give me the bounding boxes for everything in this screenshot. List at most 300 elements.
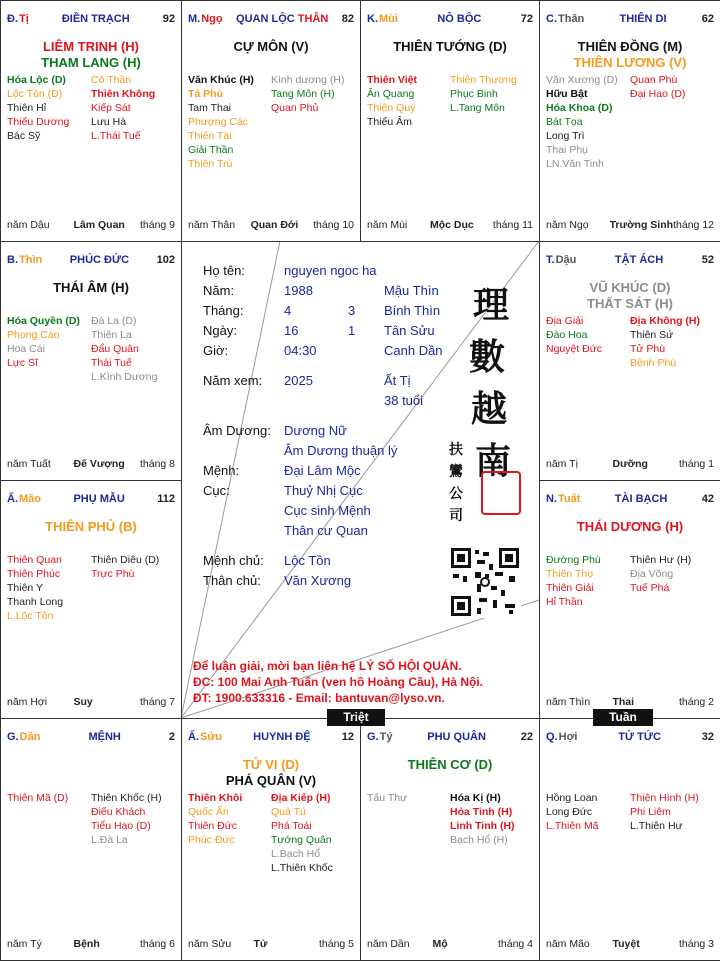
minor-star: Bạch Hổ (H) [450,834,508,846]
palace-header [546,254,714,266]
star-columns [546,314,714,370]
palace-number: 32 [701,731,714,743]
main-star: CỰ MÔN (V) [233,39,309,54]
minor-star: Văn Xương (D) [546,74,618,86]
minor-star: Quan Phủ [271,102,319,114]
main-star: VŨ KHÚC (D) [589,280,671,295]
palace-chi: Tị [19,13,29,25]
minor-star: Hỉ Thần [546,596,583,608]
palace-can: K. [367,13,378,25]
palace-name: QUAN LỘC THÂN [236,13,329,25]
value-tuoi: 38 tuổi [384,393,424,408]
minor-star: Thiên Đức [188,820,238,832]
minor-star: Hóa Lộc (D) [7,74,66,86]
right-stars [450,791,533,847]
minor-star: Hoa Cái [7,343,45,355]
star-columns [367,791,533,847]
minor-star: Hữu Bật [546,88,588,100]
minor-star: Thiên Quan [7,554,62,566]
palace-footer [7,458,175,470]
palace-year: năm Mão [546,938,590,950]
minor-star: Thai Phụ [546,144,589,156]
triet-tag: Triệt [327,709,385,726]
minor-star: L.Tang Môn [450,102,505,114]
palace-month: tháng 12 [673,219,714,231]
palace-footer [546,696,714,708]
value-menh-chu: Lộc Tồn [284,553,331,568]
minor-star: Linh Tinh (H) [450,820,515,832]
minor-star: Thiên Tài [188,130,232,142]
minor-star: Quốc Ấn [188,806,229,818]
minor-star: Hỏa Tinh (H) [450,806,513,818]
palace-cell-mui [360,0,540,242]
palace-number: 52 [701,254,714,266]
value-cuc: Thuỷ Nhị Cục [284,483,363,498]
palace-chi: Dậu [555,254,577,266]
value-nam-xem: 2025 [284,373,313,388]
minor-star: Thiên Mã (D) [7,792,69,804]
star-columns [7,553,175,623]
main-star: THIÊN LƯƠNG (V) [573,55,687,70]
minor-star: L.Lộc Tồn [7,610,54,622]
palace-stage: Mộc Dục [429,219,474,231]
label-nam: Năm: [203,283,235,298]
palace-year: năm Thìn [546,696,591,708]
palace-cell-ngo [181,0,361,242]
right-stars [91,553,175,623]
palace-cell-hoi [539,718,720,961]
minor-star: Thiên Diêu (D) [91,554,160,566]
label-menh: Mệnh: [203,463,240,478]
palace-can: Q. [546,731,558,743]
contact-line-1: Để luận giải, mời bạn liên hệ LÝ SỐ HỘI QUÁN. [193,659,462,673]
palace-year: năm Dậu [7,219,50,231]
calligraphy-char: 越 [471,388,508,430]
palace-month: tháng 10 [313,219,354,231]
palace-stage: Bệnh [73,938,100,950]
value-menh: Đại Lâm Mộc [284,463,361,478]
palace-header [546,731,714,743]
palace-header [546,493,714,505]
palace-number: 82 [341,13,354,25]
value-gio-can-chi: Canh Dần [384,343,443,358]
minor-star: Thiên Khôi [188,792,243,804]
minor-star: Quan Phù [630,74,678,86]
minor-star: Địa Giải [546,315,584,327]
palace-year: năm Sửu [188,938,232,950]
palace-cell-dan [0,718,182,961]
palace-month: tháng 6 [139,938,176,950]
palace-stage: Đế Vượng [73,458,125,470]
palace-can: G. [367,731,379,743]
minor-star: Bát Tọa [546,116,583,128]
palace-header [7,731,175,743]
center-info-panel [181,241,539,718]
minor-star: Tam Thai [188,102,231,114]
minor-star: Thiên Y [7,582,43,594]
minor-star: Đẩu Quân [91,343,139,355]
minor-star: Thiên Quý [367,102,416,114]
palace-name: NÔ BỘC [437,13,482,25]
minor-star: Thiếu Âm [367,116,412,128]
palace-name: ĐIỀN TRẠCH [61,13,130,25]
minor-star: Thiên La [91,329,132,341]
right-stars [630,791,714,833]
minor-star: Thiên Hình (H) [630,792,699,804]
calligraphy-char: 數 [469,336,506,378]
left-stars [7,314,91,384]
palace-stage: Tuyệt [612,938,640,950]
minor-star: L.Thiên Khốc [271,862,333,874]
left-stars [546,791,630,833]
palace-stage: Tử [253,938,268,950]
star-columns [367,73,533,129]
contact-line-2: ĐC: 100 Mai Anh Tuấn (ven hồ Hoàng Cầu), Hà Nội. [193,675,484,689]
main-star: THIÊN PHỦ (B) [45,519,137,534]
minor-star: Tả Phù [188,88,224,100]
left-stars [7,553,91,623]
palace-footer [7,938,175,950]
palace-month: tháng 1 [678,458,715,470]
right-stars [630,314,714,370]
palace-year: năm Hợi [7,696,48,708]
left-stars [188,791,271,875]
calligraphy-title [469,279,512,487]
minor-star: Hóa Khoa (D) [546,102,613,114]
palace-can: G. [7,731,19,743]
palace-stage: Suy [73,696,93,708]
palace-cell-than [539,0,720,242]
palace-header [7,13,175,25]
palace-year: năm Dần [367,938,410,950]
minor-star: Nguyệt Đức [546,343,603,355]
palace-month: tháng 7 [139,696,176,708]
star-columns [7,314,175,384]
palace-number: 12 [341,731,354,743]
calligraphy-subtitle [449,439,463,527]
minor-star: Thiên Phúc [7,568,61,580]
value-thang-al: 3 [348,303,356,318]
palace-can: C. [546,13,557,25]
main-star: LIÊM TRINH (H) [42,39,140,54]
minor-star: Thiên Giải [546,582,594,594]
palace-cell-ty [360,718,540,961]
value-nam-can-chi: Mậu Thìn [384,283,439,298]
minor-star: Địa Kiếp (H) [271,792,331,804]
minor-star: Bệnh Phù [630,357,677,369]
star-columns [188,73,354,171]
left-stars [7,73,91,143]
palace-cell-suu [181,718,361,961]
palace-month: tháng 4 [497,938,534,950]
palace-month: tháng 8 [139,458,176,470]
value-cuc-3: Thân cư Quan [284,523,368,538]
palace-footer [546,458,714,470]
right-stars [271,791,354,875]
palace-header [188,731,354,743]
calligraphy-char: 公 [449,486,463,502]
palace-cell-dau [539,241,720,481]
palace-number: 22 [520,731,533,743]
palace-extra: THÂN [297,13,329,25]
minor-star: Thiên Sứ [630,329,674,341]
palace-cell-mao [0,480,182,719]
minor-star: Địa Không (H) [630,315,700,327]
value-cuc-2: Cục sinh Mệnh [284,503,371,518]
palace-name: PHU QUÂN [427,731,486,743]
left-stars [188,73,271,171]
minor-star: Tướng Quân [271,834,332,846]
palace-month: tháng 9 [139,219,176,231]
palace-name: TỬ TỨC [618,731,661,743]
left-stars [546,314,630,370]
minor-star: Trực Phù [91,568,135,580]
minor-star: L.Kình Dương [91,371,158,383]
palace-chi: Mão [19,493,41,505]
star-columns [546,791,714,833]
palace-can: Đ. [7,13,18,25]
minor-star: Lộc Tồn (D) [7,88,63,100]
calligraphy-char: 司 [449,508,463,524]
palace-number: 2 [168,731,175,743]
value-am-duong: Dương Nữ [284,423,347,438]
left-stars [367,73,450,129]
right-stars [271,73,354,171]
left-stars [546,553,630,609]
qr-code [449,546,521,618]
main-star: THIÊN CƠ (D) [407,757,493,772]
label-ngay: Ngày: [203,323,237,338]
calligraphy-char: 南 [475,440,512,482]
palace-header [367,731,533,743]
palace-year: năm Mùi [367,219,408,231]
palace-stage: Lâm Quan [73,219,125,231]
palace-footer [546,219,714,231]
minor-star: Long Trì [546,130,585,142]
palace-can: Ấ. [7,493,18,505]
value-ngay-can-chi: Tân Sửu [384,323,435,338]
palace-chi: Dần [19,731,41,743]
minor-star: Thiên Trù [188,158,233,170]
main-star: TỬ VI (D) [242,757,300,772]
palace-cell-tuat [539,480,720,719]
palace-name: PHỤ MẪU [73,493,125,505]
palace-chi: Tý [379,731,393,743]
minor-star: Long Đức [546,806,593,818]
palace-footer [367,938,533,950]
minor-star: Phong Cáo [7,329,60,341]
palace-stage: Mộ [432,938,448,950]
palace-can: M. [188,13,201,25]
main-star: THÁI DƯƠNG (H) [576,519,684,534]
label-than-chu: Thân chủ: [203,573,261,588]
palace-month: tháng 2 [678,696,715,708]
minor-star: Phúc Đức [188,834,235,846]
minor-star: Phi Liêm [630,806,671,818]
minor-star: Thiên Thương [450,74,517,86]
left-stars [367,791,450,847]
palace-number: 62 [701,13,714,25]
palace-cell-thin [0,241,182,481]
minor-star: Kiếp Sát [91,102,131,114]
star-columns [188,791,354,875]
palace-name: MỆNH [88,731,121,743]
palace-chi: Thìn [19,254,43,266]
minor-star: Hóa Quyền (D) [7,315,80,327]
palace-year: năm Tuất [7,458,51,470]
palace-year: năm Thân [188,219,236,231]
label-am-duong: Âm Dương: [203,423,271,438]
palace-footer [188,938,354,950]
minor-star: Văn Khúc (H) [188,74,254,86]
minor-star: L.Thiên Mã [546,820,599,832]
minor-star: Tiểu Hao (D) [91,820,151,832]
minor-star: Kình dương (H) [271,74,345,86]
star-columns [546,73,714,171]
palace-chi: Ngọ [201,13,223,25]
minor-star: Tử Phù [630,343,666,355]
value-than-chu: Văn Xương [284,573,352,588]
label-thang: Tháng: [203,303,244,318]
minor-star: Thiên Hỉ [7,102,47,114]
calligraphy-char: 鸞 [449,464,463,480]
minor-star: Lưu Hà [91,116,127,128]
main-star: THẤT SÁT (H) [587,296,673,311]
minor-star: Thiên Khốc (H) [91,792,162,804]
value-ngay: 16 [284,323,299,338]
label-cuc: Cục: [203,483,230,498]
minor-star: Tang Môn (H) [271,88,335,100]
minor-star: L.Đà La [91,834,128,846]
minor-star: Thái Tuế [91,357,132,369]
value-am-duong-2: Âm Dương thuận lý [284,443,398,458]
palace-name: THIÊN DI [619,13,667,25]
right-stars [91,791,175,847]
palace-number: 72 [520,13,533,25]
value-ngay-al: 1 [348,323,356,338]
main-star: THIÊN TƯỚNG (D) [393,39,507,54]
palace-can: T. [546,254,555,266]
palace-footer [7,696,175,708]
right-stars [630,73,714,171]
palace-header [188,13,354,25]
red-stamp [481,471,521,515]
minor-star: Thiếu Dương [7,116,70,128]
palace-stage: Thai [612,696,635,708]
palace-year: năm Tị [546,458,578,470]
left-stars [7,791,91,847]
palace-name: HUYNH ĐỆ [253,731,311,743]
palace-chi: Hợi [558,731,578,743]
minor-star: Phá Toái [271,820,312,832]
minor-star: Quả Tú [271,806,306,818]
minor-star: Đà La (D) [91,315,137,327]
left-stars [546,73,630,171]
main-star: THAM LANG (H) [41,55,141,70]
value-thang-can-chi: Bính Thìn [384,303,441,318]
minor-star: Đại Hao (D) [630,88,686,100]
minor-star: Địa Võng [630,568,674,580]
palace-month: tháng 3 [678,938,715,950]
label-menh-chu: Mệnh chủ: [203,553,264,568]
palace-chi: Tuất [558,493,581,505]
star-columns [546,553,714,609]
palace-number: 92 [162,13,175,25]
minor-star: Phượng Các [188,116,249,128]
palace-number: 112 [157,493,175,505]
palace-footer [367,219,533,231]
minor-star: Cô Thần [91,74,132,86]
minor-star: LN.Văn Tinh [546,158,604,170]
contact-line-3: ĐT: 1900.633316 - Email: bantuvan@lyso.vn. [193,691,445,705]
minor-star: L.Thái Tuế [91,130,141,142]
value-thang: 4 [284,303,292,318]
palace-header [546,13,714,25]
palace-number: 102 [156,254,175,266]
value-ho-ten: nguyen ngoc ha [284,263,377,278]
palace-chi: Mùi [379,13,398,25]
palace-year: năm Tý [7,938,42,950]
minor-star: Thiên Hư (H) [630,554,692,566]
label-gio: Giờ: [203,343,229,358]
palace-can: B. [7,254,18,266]
main-star: PHÁ QUÂN (V) [225,773,317,788]
minor-star: Phục Binh [450,88,498,100]
star-columns [7,791,175,847]
right-stars [91,73,175,143]
palace-header [367,13,533,25]
palace-month: tháng 11 [492,219,533,231]
minor-star: Đào Hoa [546,329,588,341]
minor-star: L.Thiên Hư [630,820,683,832]
palace-number: 42 [701,493,714,505]
palace-stage: Dưỡng [612,458,648,470]
minor-star: Thanh Long [7,596,64,608]
minor-star: Bác Sỹ [7,130,41,142]
palace-header [7,254,175,266]
palace-footer [188,219,354,231]
right-stars [630,553,714,609]
palace-footer [7,219,175,231]
palace-stage: Quan Đới [250,219,299,231]
minor-star: Thiên Không [91,88,156,100]
palace-footer [546,938,714,950]
calligraphy-char: 理 [473,284,510,326]
minor-star: Hồng Loan [546,792,598,804]
value-nam-xem-can-chi: Ất Tị [384,373,411,388]
minor-star: L.Bạch Hổ [271,848,321,860]
value-nam: 1988 [284,283,313,298]
palace-name: TẬT ÁCH [614,254,664,266]
label-nam-xem: Năm xem: [203,373,263,388]
palace-name: TÀI BẠCH [614,493,668,505]
palace-header [7,493,175,505]
palace-chi: Sửu [200,731,223,743]
main-star: THIÊN ĐỒNG (M) [577,39,683,54]
label-ho-ten: Họ tên: [203,263,245,278]
palace-cell-ti [0,0,182,242]
minor-star: Đường Phù [546,554,601,566]
palace-month: tháng 5 [318,938,355,950]
right-stars [91,314,175,384]
palace-can: Ấ. [188,731,199,743]
minor-star: Hóa Kị (H) [450,792,501,804]
calligraphy-char: 扶 [449,442,463,458]
palace-stage: Trường Sinh [609,219,674,231]
palace-year: năm Ngọ [546,219,589,231]
minor-star: Lực Sĩ [7,357,38,369]
minor-star: Thiên Việt [367,74,417,86]
